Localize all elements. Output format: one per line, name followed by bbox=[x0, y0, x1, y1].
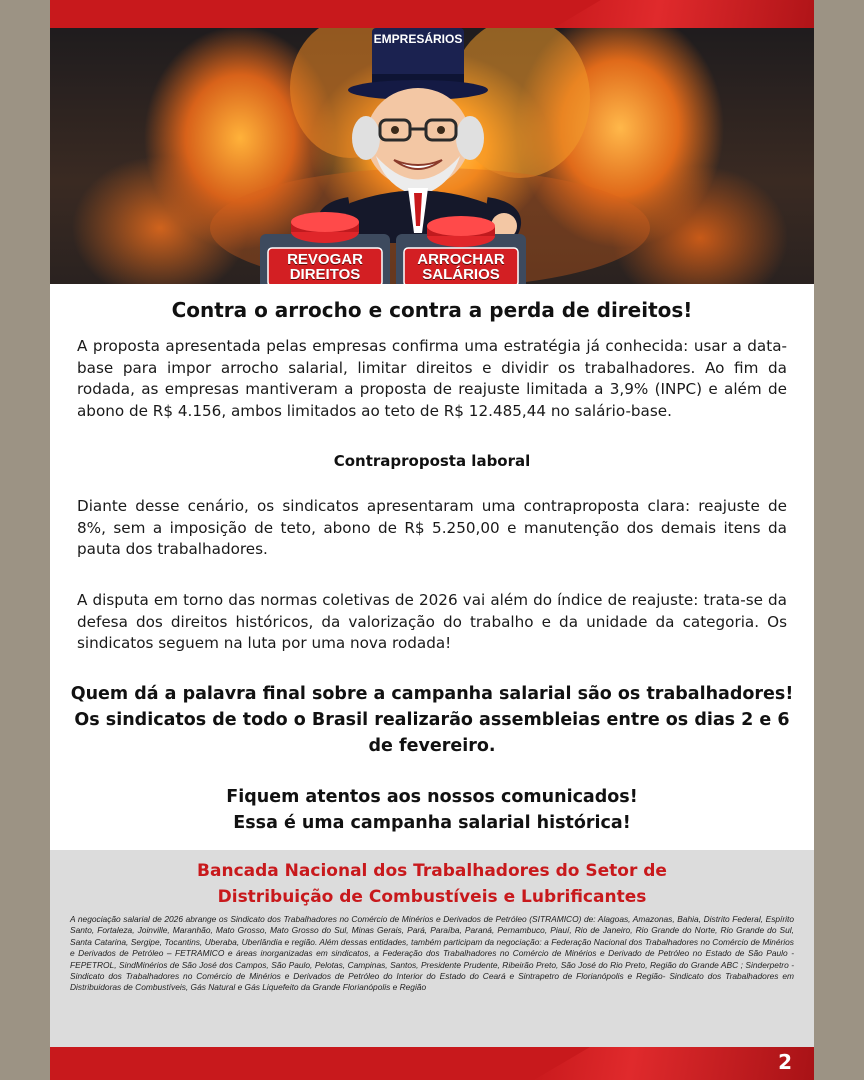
callout-line: de fevereiro. bbox=[368, 736, 496, 756]
callout-assemblies bbox=[50, 681, 814, 759]
footer-title bbox=[50, 858, 814, 910]
callout-line: Fiquem atentos aos nossos comunicados! bbox=[226, 787, 638, 807]
top-bar-accent bbox=[554, 0, 814, 28]
headline: Contra o arrocho e contra a perda de direitos! bbox=[171, 298, 693, 322]
footer-title-line: Bancada Nacional dos Trabalhadores do Setor de bbox=[197, 861, 667, 881]
paragraph-counterproposal: Diante desse cenário, os sindicatos apresentaram uma contraproposta clara: reajuste de 8%, sem a imposição de teto, abono de R$ 5.250,00 e manutenção dos demais itens da pauta dos trabalhadores. bbox=[77, 497, 787, 558]
hat-label: EMPRESÁRIOS bbox=[373, 32, 463, 46]
button-label-line: ARROCHAR bbox=[417, 251, 505, 268]
button-label-line: DIREITOS bbox=[289, 266, 361, 283]
footer-title-line: Distribuição de Combustíveis e Lubrificantes bbox=[217, 887, 647, 907]
page-number: 2 bbox=[778, 1050, 792, 1074]
footer bbox=[50, 850, 814, 1047]
button-label-line: SALÁRIOS bbox=[422, 266, 500, 283]
callout-line: Essa é uma campanha salarial histórica! bbox=[233, 813, 631, 833]
bottom-bar bbox=[50, 1047, 814, 1080]
button-label-line: REVOGAR bbox=[287, 251, 363, 268]
subheading-counterproposal: Contraproposta laboral bbox=[333, 452, 531, 470]
page bbox=[50, 0, 814, 1080]
paragraph-dispute: A disputa em torno das normas coletivas de 2026 vai além do índice de reajuste: trata-se da defesa dos direitos históricos, da valorização do trabalho e da unidade da categoria. Os sindicatos seguem na luta por uma nova rodada! bbox=[77, 591, 787, 652]
footer-note: A negociação salarial de 2026 abrange os Sindicato dos Trabalhadores no Comércio de Minérios e Derivados de Petróleo (SITRAMICO) de: Alagoas, Amazonas, Bahia, Distrito Federal, Espírito Santo, Fortaleza, Joinville, Maranhão, Mato Grosso, Mato Grosso do Sul, Minas Gerais, Pará, Paraíba, Paraná, Pernambuco, Piauí, Rio de Janeiro, Rio Grande do Norte, Rio Grande do Sul, Santa Catarina, Sergipe, Tocantins, Uberaba, Uberlândia e região. Além dessas entidades, também participam da negociação: a Federação Nacional dos Trabalhadores no Comércio de Minérios e Derivados de Petróleo – FETRAMICO e áreas inorganizadas em sindicatos, a Federação dos Trabalhadores no Comércio de Minérios e Derivado de Petróleo no Estado de São Paulo - FEPETROL, SindMinérios de São José dos Campos, São Paulo, Pelotas, Campinas, Santos, Presidente Prudente, Ribeirão Preto, São José do Rio Preto, Região do Grande ABC ; Sinderpetro - Sindicato dos Trabalhadores no Comércio de Minérios e Derivados de Petróleo do Interior do Estado do Ceará e Sintrapetro de Florianópolis e Região- Sindicato dos Trabalhadores em Distribuidoras de Combustíveis, Gás Natural e Gás Liquefeito da Grande Florianópolis e Região bbox=[70, 914, 794, 993]
revogar-direitos-label bbox=[268, 252, 382, 282]
callout-line: Quem dá a palavra final sobre a campanha salarial são os trabalhadores! bbox=[70, 684, 794, 704]
arrochar-salarios-label bbox=[404, 252, 518, 282]
callout-stay-tuned bbox=[50, 784, 814, 836]
top-bar bbox=[50, 0, 814, 28]
bottom-bar-accent bbox=[534, 1047, 814, 1080]
paragraph-proposal: A proposta apresentada pelas empresas confirma uma estratégia já conhecida: usar a data-base para impor arrocho salarial, limitar direitos e dividir os trabalhadores. Ao fim da rodada, as empresas mantiveram a proposta de reajuste limitada a 3,9% (INPC) e além de abono de R$ 4.156, ambos limitados ao teto de R$ 12.485,44 no salário-base. bbox=[77, 337, 787, 420]
callout-line: Os sindicatos de todo o Brasil realizarão assembleias entre os dias 2 e 6 bbox=[74, 710, 790, 730]
hero-illustration bbox=[50, 28, 814, 284]
caricature-illustration bbox=[50, 28, 814, 284]
